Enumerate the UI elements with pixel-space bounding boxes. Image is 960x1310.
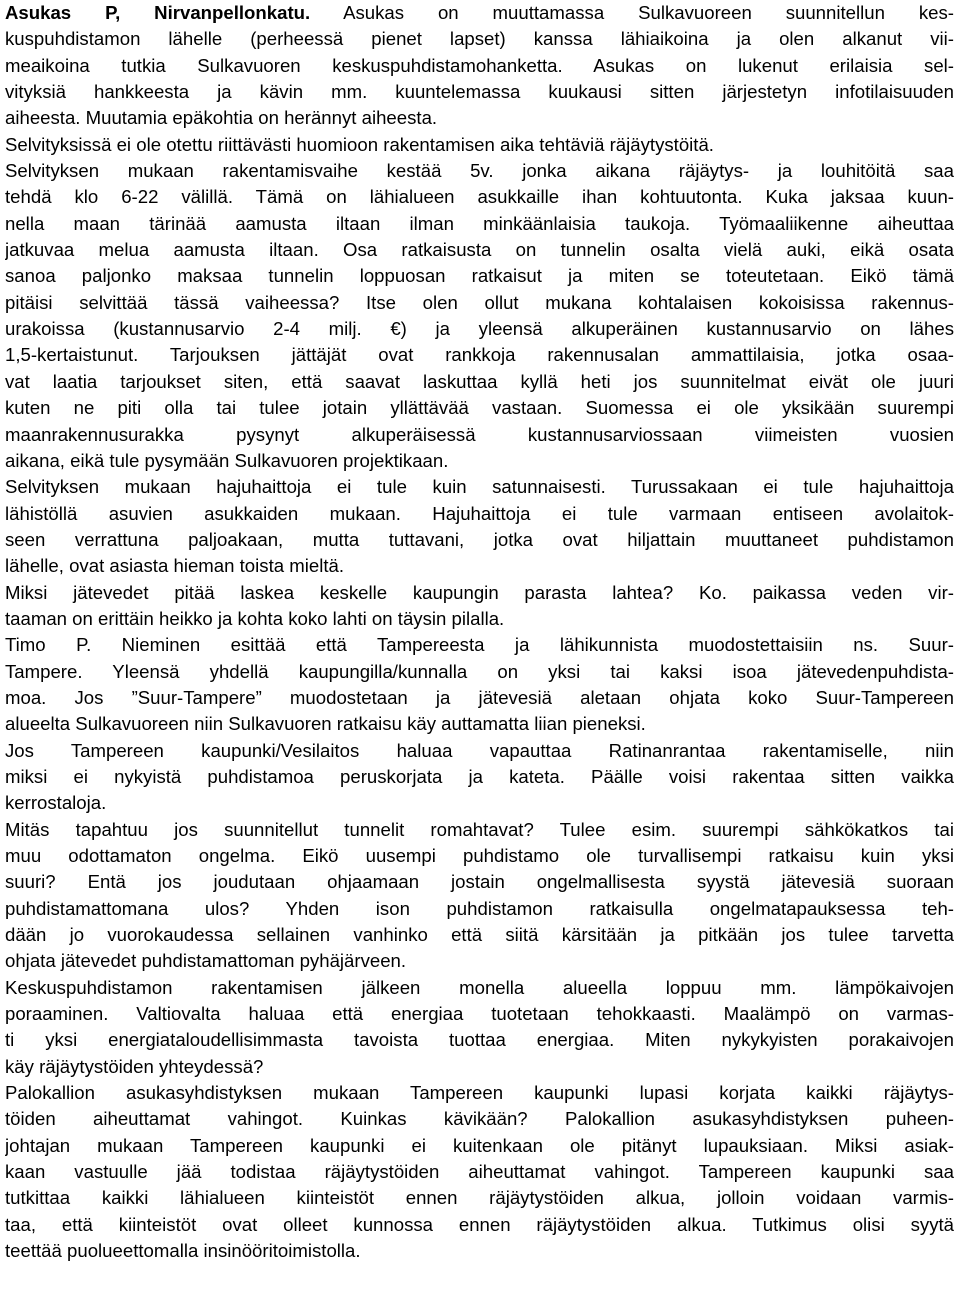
text-line [5,1106,954,1132]
line-text: pitäisi selvittää tässä vaiheessa? Itse olen ollut mukana kohtalaisen kokoisissa rakennus- [5,291,954,313]
text-line [5,132,954,158]
text-line [5,685,954,711]
line-text: urakoissa (kustannusarvio 2-4 milj. €) ja yleensä alkuperäinen kustannusarvio on lähes [5,318,954,340]
line-text: miksi ei nykyistä puhdistamoa peruskorjata ja kateta. Päälle voisi rakentaa sitten vaikka [5,765,954,787]
line-text: 1,5-kertaistunut. Tarjouksen jättäjät ovat rankkoja rakennusalan ammattilaisia, jotka osaa- [5,344,954,366]
text-line [5,290,954,316]
line-text: suuri? Entä jos joudutaan ohjaamaan jostain ongelmallisesta syystä jätevesiä suoraan [5,871,954,893]
text-line [5,1238,954,1264]
line-text: kaan vastuulle jää todistaa räjäytystöiden aiheuttamat vahingot. Tampereen kaupunki saa [5,1161,954,1183]
line-text: aiheesta. Muutamia epäkohtia on herännyt aiheesta. [5,107,438,129]
text-line [5,79,954,105]
text-line [5,316,954,342]
line-text: Asukas on muuttamassa Sulkavuoreen suunnitellun kes- [310,2,954,23]
text-line [5,1159,954,1185]
text-line [5,105,954,131]
line-text: teettää puolueettomalla insinööritoimistolla. [5,1240,361,1262]
line-text: Palokallion asukasyhdistyksen mukaan Tampereen kaupunki lupasi korjata kaikki räjäytys- [5,1082,954,1104]
text-line [5,843,954,869]
text-line [5,738,954,764]
text-line [5,1027,954,1053]
line-text: kerrostaloja. [5,792,107,814]
line-text: lähistöllä asuvien asukkaiden mukaan. Hajuhaittoja ei tule varmaan entiseen avolaitok- [5,502,954,524]
line-text: seen verrattuna paljoakaan, mutta tuttavani, jotka ovat hiljattain muuttaneet puhdistamon [5,528,954,550]
text-line [5,1133,954,1159]
line-text: taaman on erittäin heikko ja kohta koko lahti on täysin pilalla. [5,607,505,629]
text-line [5,817,954,843]
text-line [5,448,954,474]
line-text: muu odottamaton ongelma. Eikö uusempi puhdistamo ole turvallisempi ratkaisu kuin yksi [5,845,954,866]
line-text: moa. Jos ”Suur-Tampere” muodostetaan ja jätevesiä aletaan ohjata koko Suur-Tampereen [5,686,954,708]
text-line [5,606,954,632]
line-text: Selvityksen mukaan rakentamisvaihe kestää 5v. jonka aikana räjäytys- ja louhitöitä saa [5,160,954,182]
text-line [5,1054,954,1080]
line-text: aikana, eikä tule pysymään Sulkavuoren projektikaan. [5,449,449,471]
line-text: sanoa paljonko maksaa tunnelin loppuosan ratkaisut ja miten se toteutetaan. Eikö tämä [5,265,954,287]
line-text: kuspuhdistamon lähelle (perheessä pienet lapset) kanssa lähiaikoina ja olen alkanut vii- [5,28,954,50]
line-text: Jos Tampereen kaupunki/Vesilaitos haluaa vapauttaa Ratinanrantaa rakentamiselle, niin [5,739,954,761]
text-line [5,1080,954,1106]
line-text: Selvityksissä ei ole otettu riittävästi huomioon rakentamisen aika tehtäviä räjäytystöitä. [5,133,714,155]
line-text: töiden aiheuttamat vahingot. Kuinkas kävikään? Palokallion asukasyhdistyksen puheen- [5,1108,954,1130]
text-line [5,53,954,79]
line-text: taa, että kiinteistöt ovat olleet kunnossa ennen räjäytystöiden alkua. Tutkimus olisi syytä [5,1213,954,1235]
line-text: ti yksi energiataloudellisimmasta tavoista tuottaa energiaa. Miten nykykyisten porakaivojen [5,1029,954,1051]
text-line [5,711,954,737]
line-text: dään jo vuorokaudessa sellainen vanhinko että siitä kärsitään ja pitkään jos tulee tarvetta [5,924,954,946]
text-line [5,659,954,685]
text-line [5,0,954,26]
line-text: Timo P. Nieminen esittää että Tampereesta ja lähikunnista muodostettaisiin ns. Suur- [5,634,954,656]
line-text: Mitäs tapahtuu jos suunnitellut tunnelit romahtavat? Tulee esim. suurempi sähkökatkos tai [5,818,954,840]
line-text: tutkittaa kaikki lähialueen kiinteistöt ennen räjäytystöiden alkua, jolloin voidaan varmis- [5,1187,954,1209]
text-line [5,369,954,395]
text-line [5,527,954,553]
text-line [5,184,954,210]
line-text: vityksiä hankkeesta ja kävin mm. kuuntelemassa kuukausi sitten järjestetyn infotilaisuuden [5,81,954,103]
line-text: ohjata jätevedet puhdistamattoman pyhäjärveen. [5,950,407,972]
line-text: käy räjäytystöiden yhteydessä? [5,1055,264,1077]
text-line [5,922,954,948]
text-line [5,580,954,606]
text-line [5,263,954,289]
text-line [5,869,954,895]
text-line [5,237,954,263]
line-text: Keskuspuhdistamon rakentamisen jälkeen monella alueella loppuu mm. lämpökaivojen [5,976,954,998]
text-line [5,422,954,448]
text-line [5,26,954,52]
text-line [5,342,954,368]
text-line [5,501,954,527]
text-line [5,896,954,922]
line-text: jatkuvaa melua aamusta iltaan. Osa ratkaisusta on tunnelin osalta vielä auki, eikä osata [5,239,954,261]
line-text: poraaminen. Valtiovalta haluaa että energiaa tuotetaan tehokkaasti. Maalämpö on varmas- [5,1003,954,1025]
line-text: tehdä klo 6-22 välillä. Tämä on lähialueen asukkaille ihan kohtuutonta. Kuka jaksaa kuun- [5,186,954,208]
text-line [5,1001,954,1027]
text-line [5,764,954,790]
line-text: johtajan mukaan Tampereen kaupunki ei kuitenkaan ole pitänyt lupauksiaan. Miksi asiak- [5,1134,954,1156]
text-line [5,474,954,500]
line-text: alueelta Sulkavuoreen niin Sulkavuoren ratkaisu käy auttamatta liian pieneksi. [5,713,646,735]
text-line [5,158,954,184]
text-line [5,948,954,974]
text-line [5,1212,954,1238]
line-text: meaikoina tutkia Sulkavuoren keskuspuhdistamohanketta. Asukas on lukenut erilaisia sel- [5,54,954,76]
line-text: maanrakennusurakka pysynyt alkuperäisessä kustannusarviossaan viimeisten vuosien [5,423,954,445]
text-line [5,1185,954,1211]
line-text: Tampere. Yleensä yhdellä kaupungilla/kunnalla on yksi tai kaksi isoa jätevedenpuhdista- [5,660,954,682]
text-line [5,211,954,237]
text-line [5,975,954,1001]
line-text: lähelle, ovat asiasta hieman toista mieltä. [5,555,344,577]
line-text: nella maan tärinää aamusta iltaan ilman minkäänlaisia taukoja. Työmaaliikenne aiheuttaa [5,212,954,234]
text-line [5,790,954,816]
text-line [5,632,954,658]
line-text: vat laatia tarjoukset siten, että saavat laskuttaa kyllä heti jos suunnitelmat eivät ole juuri [5,370,954,392]
line-text: Miksi jätevedet pitää laskea keskelle kaupungin parasta lahtea? Ko. paikassa veden vir- [5,581,954,603]
lead-heading: Asukas P, Nirvanpellonkatu. [5,2,311,23]
text-line [5,553,954,579]
line-text: kuten ne piti olla tai tulee jotain yllättävää vastaan. Suomessa ei ole yksikään suurempi [5,397,954,419]
line-text: puhdistamattomana ulos? Yhden ison puhdistamon ratkaisulla ongelmatapauksessa teh- [5,897,954,919]
text-line [5,395,954,421]
line-text: Selvityksen mukaan hajuhaittoja ei tule kuin satunnaisesti. Turussakaan ei tule hajuhaittoja [5,476,954,498]
